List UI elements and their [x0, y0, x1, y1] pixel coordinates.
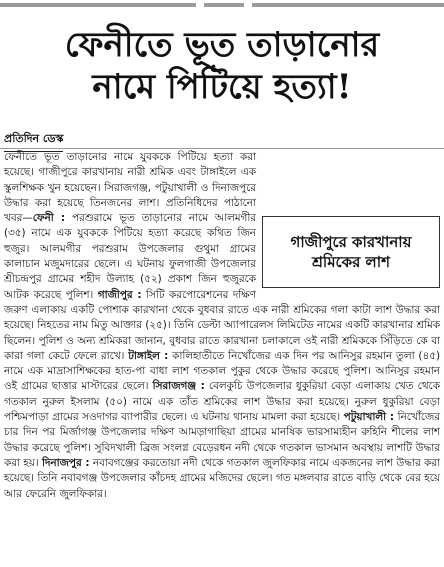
location-tag: পটুয়াখালী : — [343, 411, 395, 424]
top-rule-segment — [204, 3, 244, 7]
location-tag: টাঙ্গাইল : — [128, 349, 169, 362]
body-text-segment: পরশুরামে ভূত তাড়ানোর নামে আলমগীর (৩৫) নামে এক যুবককে পিটিয়ে হত্যা করেছে কথিত জিন হুজুর। আলমগীর পরশুরাম উপজেলার গুথুমা গ্রামের কালাচান মজুমদারের ছেলে। এ ঘটনায় ফুলগাজী উপজেলার শ্রীচন্দ্রপুর গ্রামের শহীদ উল্যাহ (৫২) প্রকাশ জিন হুজুরকে আটক করেছে পুলিশ। — [4, 212, 257, 301]
pullquote-box: গাজীপুরে কারখানায় শ্রমিকের লাশ — [262, 216, 440, 288]
location-tag: দিনাজপুর : — [41, 456, 90, 469]
article-headline — [0, 14, 444, 112]
top-rule-segment — [252, 3, 444, 7]
body-text-segment: নিখোঁজের চার দিন পর মির্জাগঞ্জ উপজেলার দক্ষিণ আমড়াগাছিয়া গ্রামের মানষিক ভারসাম্যহীন রুহিনি শীলের লাশ উদ্ধার করেছে পুলিশ। সুবিদখালী ব্রিজ সংলগ্ন বেড়েরধন নদী থেকে গতকাল ভাসমান অবস্থায় লাশটি উদ্ধার করা হয়। — [4, 411, 440, 469]
byline-divider — [0, 148, 444, 149]
location-tag: গাজীপুর : — [97, 288, 142, 301]
body-text-segment: ফেনীতে ভূত তাড়ানোর নামে যুবককে পিটিয়ে হত্যা করা হয়েছে। গাজীপুরে কারখানায় নারী শ্রমিক এবং টাঙ্গাইলে এক স্কুলশিক্ষক খুন হয়েছেন। সিরাজগঞ্জ, পটুয়াখালী ও দিনাজপুরে উদ্ধার করা হয়েছে তিনজনের লাশ। প্রতিনিধিদের পাঠানো খবর— — [4, 151, 256, 225]
body-text-segment: বেলকুচি উপজেলার ধুকুরিয়া বেড়া এলাকায় খেত থেকে গতকাল নুরুল ইসলাম (৫০) নামে এক তাঁত শ্রমিকের লাশ উদ্ধার করা হয়েছে। নুরুল ধুকুরিয়া বেড়া পশ্চিমপাড়া গ্রামের সওদাগর ব্যাপারীর ছেলে। এ ঘটনায় থানায় মামলা করা হয়েছে। — [4, 380, 441, 424]
headline-line-1: ফেনীতে ভূত তাড়ানোর — [64, 25, 380, 65]
article-body — [4, 150, 440, 502]
body-text-segment: সিটি করপোরেশনের দক্ষিণ জরুণ এলাকায় একটি পোশাক কারখানা থেকে বুধবার রাতে এক নারী শ্রমিকের গলা কাটা লাশ উদ্ধার করা হয়েছে। নিহতের নাম মিতু আক্তার (২৫)। তিনি ডেল্টা অ্যাপারেলস লিমিটেড নামের একটি কারখানার শ্রমিক ছিলেন। পুলিশ ও অন্য শ্রমিকরা জানান, বুধবার রাতে কারখানা চলাকালে ওই নারী শ্রমিককে সিঁড়িতে কে বা কারা গলা কেটে ফেলে রাখে। — [4, 288, 441, 362]
headline-line-2: নামে পিটিয়ে হত্যা! — [92, 67, 352, 107]
location-tag: ফেনী : — [32, 212, 66, 225]
top-rule-segment — [0, 3, 196, 7]
body-text-segment: নবাবগঞ্জের করতোয়া নদী থেকে গতকাল জুলফিকার নামে একজনের লাশ উদ্ধার করা হয়েছে। তিনি নবাবগঞ্জ উপজেলার কাঁচদহ গ্রামের মজিদের ছেলে। গত মঙ্গলবার রাতে বাড়ি থেকে বের হয়ে আর ফেরেনি জুলফিকার। — [4, 456, 441, 500]
body-text-segment: কালিহাতীতে নিখোঁজের এক দিন পর আনিসুর রহমান তুলা (৪৫) নামে এক মাদ্রাসাশিক্ষকের হাত-পা বাধা লাশ গতকাল পুকুর থেকে উদ্ধার করেছে পুলিশ। আনিসুর রহমান ওই গ্রামের ছাত্তার মাস্টারের ছেলে। — [4, 349, 440, 393]
top-decorative-bar — [0, 0, 444, 12]
byline: প্রতিদিন ডেস্ক — [4, 130, 63, 152]
location-tag: সিরাজগঞ্জ : — [152, 380, 205, 393]
